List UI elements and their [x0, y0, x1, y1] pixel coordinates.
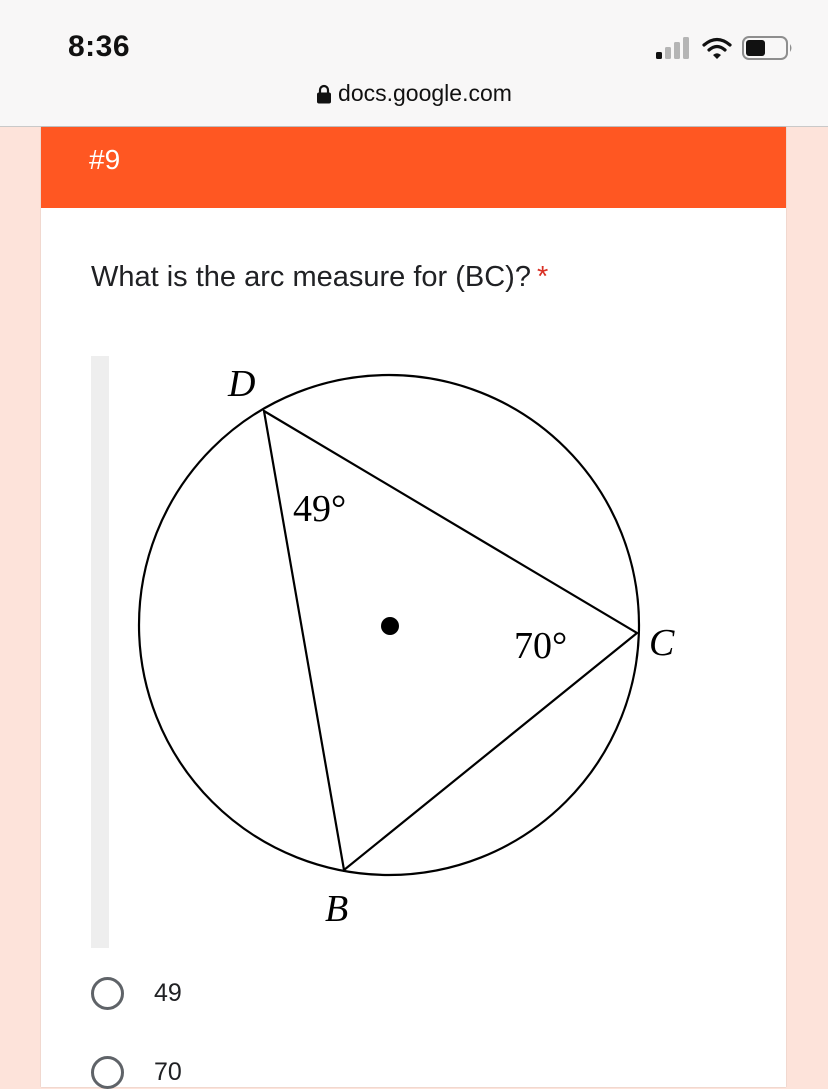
- form-card: [41, 127, 786, 1087]
- url-text: docs.google.com: [338, 80, 512, 106]
- inscribed-triangle-diagram: [91, 356, 675, 948]
- question-title: [91, 261, 548, 294]
- label-d: D: [228, 363, 256, 405]
- radio-button[interactable]: [91, 977, 124, 1010]
- wifi-icon: [702, 37, 732, 59]
- angle-d: 49°: [293, 488, 347, 530]
- section-title: #9: [89, 144, 121, 175]
- angle-c: 70°: [514, 625, 568, 667]
- option-label: 70: [154, 1058, 182, 1086]
- label-b: B: [325, 888, 349, 930]
- question-text: What is the arc measure for (BC)?: [91, 261, 531, 293]
- required-marker: *: [536, 261, 549, 293]
- status-icons: [656, 36, 794, 60]
- radio-button[interactable]: [91, 1056, 124, 1089]
- lock-icon: [316, 84, 332, 104]
- section-header: [41, 127, 786, 208]
- battery-icon: [742, 36, 794, 60]
- option-49[interactable]: [91, 977, 182, 1010]
- url-bar[interactable]: [0, 80, 828, 107]
- option-label: 49: [154, 979, 182, 1007]
- status-time: 8:36: [68, 30, 131, 63]
- browser-chrome: [0, 0, 828, 127]
- triangle: [264, 411, 637, 870]
- question-image: [91, 356, 675, 948]
- center-point: [381, 617, 399, 635]
- label-c: C: [649, 622, 675, 664]
- option-70[interactable]: [91, 1056, 182, 1089]
- cellular-signal-icon: [656, 37, 692, 59]
